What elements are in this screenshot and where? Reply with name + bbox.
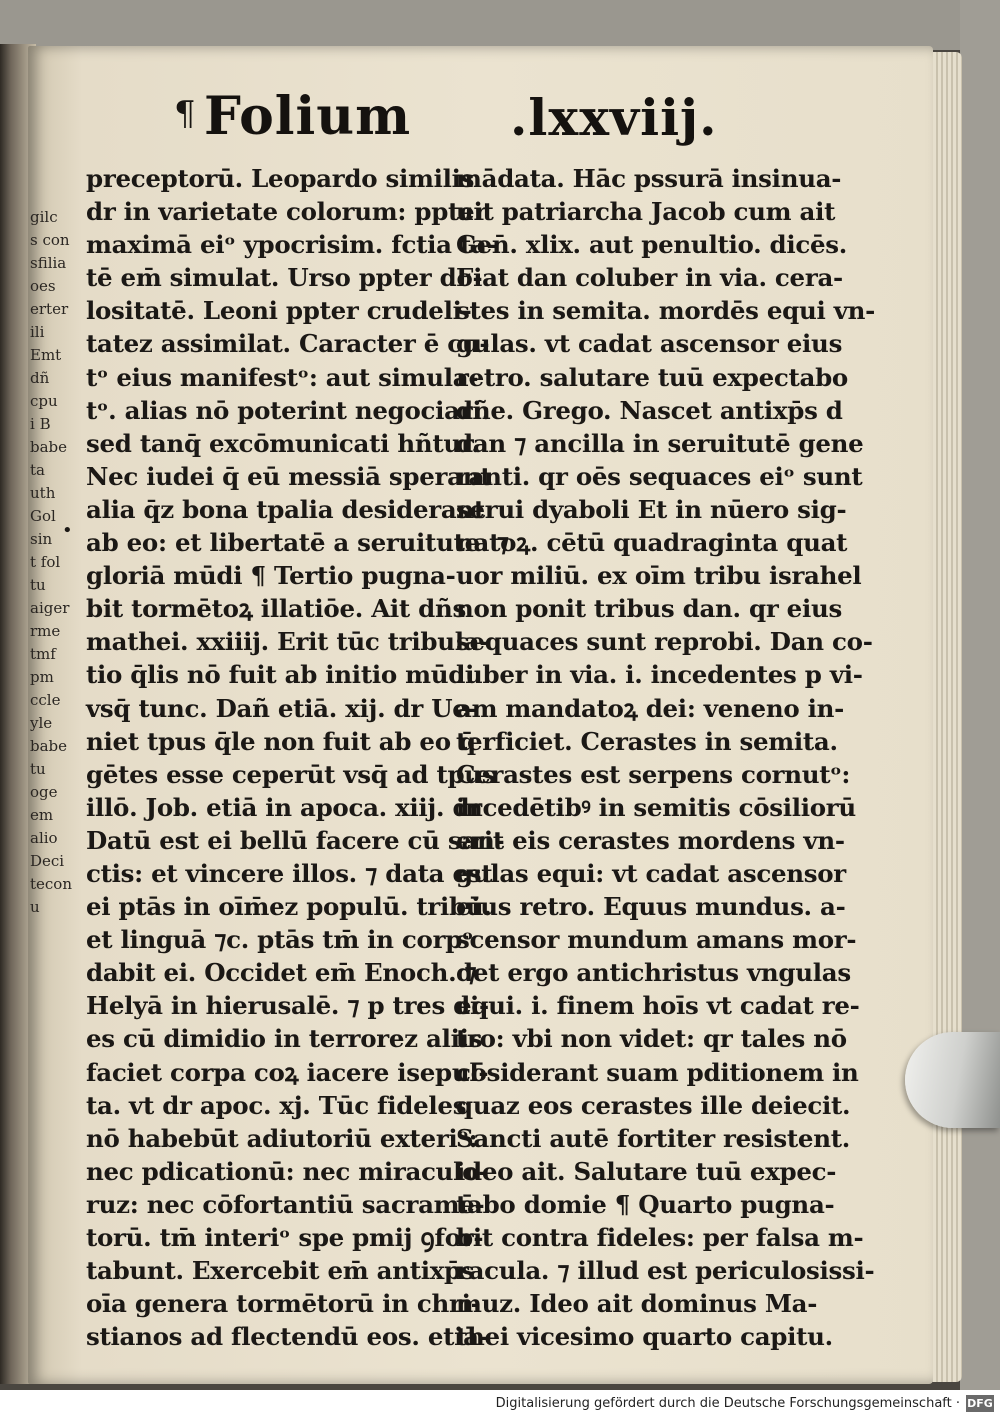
facing-page-fragment: ta xyxy=(30,461,45,479)
cover-board-top xyxy=(0,0,1000,50)
left-column-line: Nec iudei q̄ eū messiā sperant xyxy=(86,461,492,491)
right-column-line: gulas equi: vt cadat ascensor xyxy=(456,858,846,888)
right-column-line: det ergo antichristus vngulas xyxy=(456,958,851,988)
right-column-line: ideo ait. Salutare tuū expec- xyxy=(456,1156,837,1186)
left-column-line: ab eo: et libertatē a seruitute: ⁊ xyxy=(86,528,509,558)
right-column-line: gulas. vt cadat ascensor eius xyxy=(456,329,843,359)
right-column-line: non ponit tribus dan. qr eius xyxy=(456,594,842,624)
left-column-line: nō habebūt adiutoriū exteriᵒ: xyxy=(86,1123,478,1153)
left-column-line: et linguā ⁊c. ptās tm̄ in corpᵒ xyxy=(86,925,474,955)
facing-page-fragment: cpu xyxy=(30,392,58,410)
right-column-line: Fiat dan coluber in via. cera- xyxy=(456,263,843,293)
left-text-column xyxy=(86,162,509,1353)
left-column-line: tabunt. Exercebit em̄ antixp̄s xyxy=(86,1256,475,1286)
facing-page-fragment: yle xyxy=(30,714,53,732)
left-column-line: oīa genera tormētorū in chri- xyxy=(86,1289,481,1319)
left-column-line: sed tanq̄ excōmunicati hñtur. xyxy=(86,428,480,458)
facing-page-fragment: Deci xyxy=(30,852,65,870)
left-column-line: illō. Job. etiā in apoca. xiij. dr xyxy=(86,792,482,822)
facing-page-fragment: s con xyxy=(30,231,70,249)
page-edges xyxy=(928,52,962,1382)
left-column-line: maximā eiᵒ ypocrisim. fctia ta- xyxy=(86,230,497,260)
right-column-line: thei vicesimo quarto capitu. xyxy=(456,1322,833,1352)
facing-page-fragment: aiger xyxy=(30,599,70,617)
left-column-line: es cū dimidio in terrorez aliis xyxy=(86,1024,483,1054)
right-column-line: Sancti autē fortiter resistent. xyxy=(456,1123,850,1153)
facing-page-fragment: babe xyxy=(30,737,68,755)
facing-page-fragment: pm xyxy=(30,668,54,686)
left-column-line: torū. tm̄ interiᵒ spe pmij ꝯfor- xyxy=(86,1223,484,1252)
facing-page-fragment: sfilia xyxy=(30,254,67,272)
right-column-line: retro. salutare tuū expectabo xyxy=(456,362,848,392)
facing-page-fragment: sin xyxy=(30,530,53,548)
left-column-line: tio q̄lis nō fuit ab initio mūdi xyxy=(86,660,475,690)
facing-page-fragment: uth xyxy=(30,484,56,502)
cover-board-right xyxy=(960,0,1000,1390)
pilcrow-mark: ¶ xyxy=(174,94,196,134)
left-column-line: ctis: et vincere illos. ⁊ data est xyxy=(86,858,493,888)
right-column-line: tro: vbi non videt: qr tales nō xyxy=(456,1024,847,1054)
facing-page-fragment: tmf xyxy=(30,645,56,663)
left-column-line: ruz: nec cōfortantiū sacramē- xyxy=(86,1189,485,1219)
left-column-line: gētes esse ceperūt vsq̄ ad tpus xyxy=(86,759,496,789)
left-column-line: dabit ei. Occidet em̄ Enoch. ⁊ xyxy=(86,958,477,988)
facing-page-fragment: rme xyxy=(30,622,61,640)
left-column-line: tatez assimilat. Caracter ē cu- xyxy=(86,329,490,359)
dfg-logo: DFG xyxy=(967,1397,993,1410)
left-column-line: Helyā in hierusalē. ⁊ p tres di- xyxy=(86,991,489,1021)
left-column-line: tᵒ. alias nō poterint negociari: xyxy=(86,395,491,425)
right-column-line: mādata. Hāc pssurā insinua- xyxy=(456,164,842,193)
left-column-line: nec pdicationū: nec miraculo- xyxy=(86,1156,489,1186)
right-column-line: Cerastes est serpens cornutᵒ: xyxy=(456,759,851,789)
left-column-line: mathei. xxiiij. Erit tūc tribula- xyxy=(86,627,490,657)
page-clip xyxy=(905,1032,1000,1128)
right-column-line: eius retro. Equus mundus. a- xyxy=(456,892,846,922)
digitization-footer xyxy=(0,1390,1000,1418)
left-column-line: dr in varietate colorum: ppter xyxy=(86,197,487,227)
margin-dot: • xyxy=(62,520,73,541)
right-column-line: racula. ⁊ illud est periculosissi- xyxy=(456,1256,875,1286)
facing-page-fragment: Emt xyxy=(30,346,62,364)
right-column-line: erit eis cerastes mordens vn- xyxy=(456,825,845,855)
facing-page-fragment: tu xyxy=(30,576,46,594)
right-column-line: sequaces sunt reprobi. Dan co- xyxy=(456,627,873,657)
right-column-line: serui dyaboli Et in nūero sig- xyxy=(456,494,847,524)
facing-page-fragment: em xyxy=(30,806,54,824)
right-column-line: uit patriarcha Jacob cum ait xyxy=(456,197,836,227)
facing-page-fragment: t fol xyxy=(30,553,61,571)
facing-page-fragment: alio xyxy=(30,829,58,847)
left-column-line: bit tormētoꝝ illatiōe. Ait dñs xyxy=(86,594,467,624)
right-column-line: muz. Ideo ait dominus Ma- xyxy=(456,1289,818,1319)
facing-page-fragment: oes xyxy=(30,277,56,295)
header-word: Folium xyxy=(204,86,412,147)
facing-page-fragment: i B xyxy=(30,415,51,433)
right-column-line: cōsiderant suam pditionem in xyxy=(456,1057,859,1087)
facing-page-text-fragments xyxy=(28,206,72,1286)
facing-page-fragment: dñ xyxy=(30,369,50,387)
right-column-line: uor miliū. ex oīm tribu israhel xyxy=(456,561,862,591)
facing-page-fragment: Gol xyxy=(30,507,56,525)
right-text-column xyxy=(456,162,876,1353)
left-column-line: lositatē. Leoni ppter crudeli- xyxy=(86,296,472,326)
facing-page-fragment: oge xyxy=(30,783,58,801)
facing-page-fragment: gilc xyxy=(30,208,58,226)
left-column-line: ta. vt dr apoc. xj. Tūc fideles xyxy=(86,1090,467,1120)
right-column-line: natoꝝ. cētū quadraginta quat xyxy=(456,528,848,558)
facing-page-fragment: tecon xyxy=(30,875,72,893)
left-column-line: alia q̄z bona tpalia desiderant xyxy=(86,494,485,524)
left-column-line: ei ptās in oīm̄ez populū. tribū. xyxy=(86,892,492,922)
facing-page-fragment: ccle xyxy=(30,691,61,709)
facing-page-fragment: erter xyxy=(30,300,69,318)
left-column-line: stianos ad flectendū eos. etiā- xyxy=(86,1322,489,1352)
left-column-line: gloriā mūdi ¶ Tertio pugna- xyxy=(86,561,456,591)
right-column-line: tabo domie ¶ Quarto pugna- xyxy=(456,1189,835,1219)
right-column-line: bit contra fideles: per falsa m- xyxy=(456,1223,864,1252)
left-column-line: tē em̄ simulat. Urso ppter do- xyxy=(86,263,483,293)
folio-number: .lxxviij. xyxy=(510,88,718,147)
right-column-line: luber in via. i. incedentes p vi- xyxy=(456,660,863,690)
left-column-line: niet tpus q̄le non fuit ab eo q̄ xyxy=(86,726,476,756)
right-column-line: incedētibꝰ in semitis cōsiliorū xyxy=(456,792,856,822)
facing-page-fragment: u xyxy=(30,898,40,916)
page-header xyxy=(170,86,718,154)
facing-page-fragment: tu xyxy=(30,760,46,778)
funding-credit: Digitalisierung gefördert durch die Deutsche Forschungsgemeinschaft · xyxy=(495,1396,960,1411)
left-column-line: faciet corpa coꝝ iacere isepul- xyxy=(86,1057,489,1087)
right-column-line: terficiet. Cerastes in semita. xyxy=(456,726,838,756)
right-column-line: dñe. Grego. Nascet antixp̄s d xyxy=(456,395,843,425)
right-column-line: ranti. qr oēs sequaces eiᵒ sunt xyxy=(456,461,863,491)
left-column-line: preceptorū. Leopardo similis xyxy=(86,164,475,193)
right-column-line: Gen̄. xlix. aut penultio. dicēs. xyxy=(456,230,848,260)
right-column-line: dan ⁊ ancilla in seruitutē gene xyxy=(456,428,864,458)
left-column-line: tᵒ eius manifestᵒ: aut simula- xyxy=(86,362,479,392)
right-column-line: scensor mundum amans mor- xyxy=(456,925,857,955)
facing-page-fragment: babe xyxy=(30,438,68,456)
right-column-line: equi. i. finem hoīs vt cadat re- xyxy=(456,991,860,1021)
left-column-line: Datū est ei bellū facere cū san- xyxy=(86,825,505,855)
facing-page-fragment: ili xyxy=(30,323,45,341)
right-column-line: quaz eos cerastes ille deiecit. xyxy=(456,1090,851,1120)
right-column-line: stes in semita. mordēs equi vn- xyxy=(456,296,876,326)
left-column-line: vsq̄ tunc. Dañ etiā. xij. dr Ue- xyxy=(86,693,478,723)
right-column-line: am mandatoꝝ dei: veneno in- xyxy=(456,693,844,723)
